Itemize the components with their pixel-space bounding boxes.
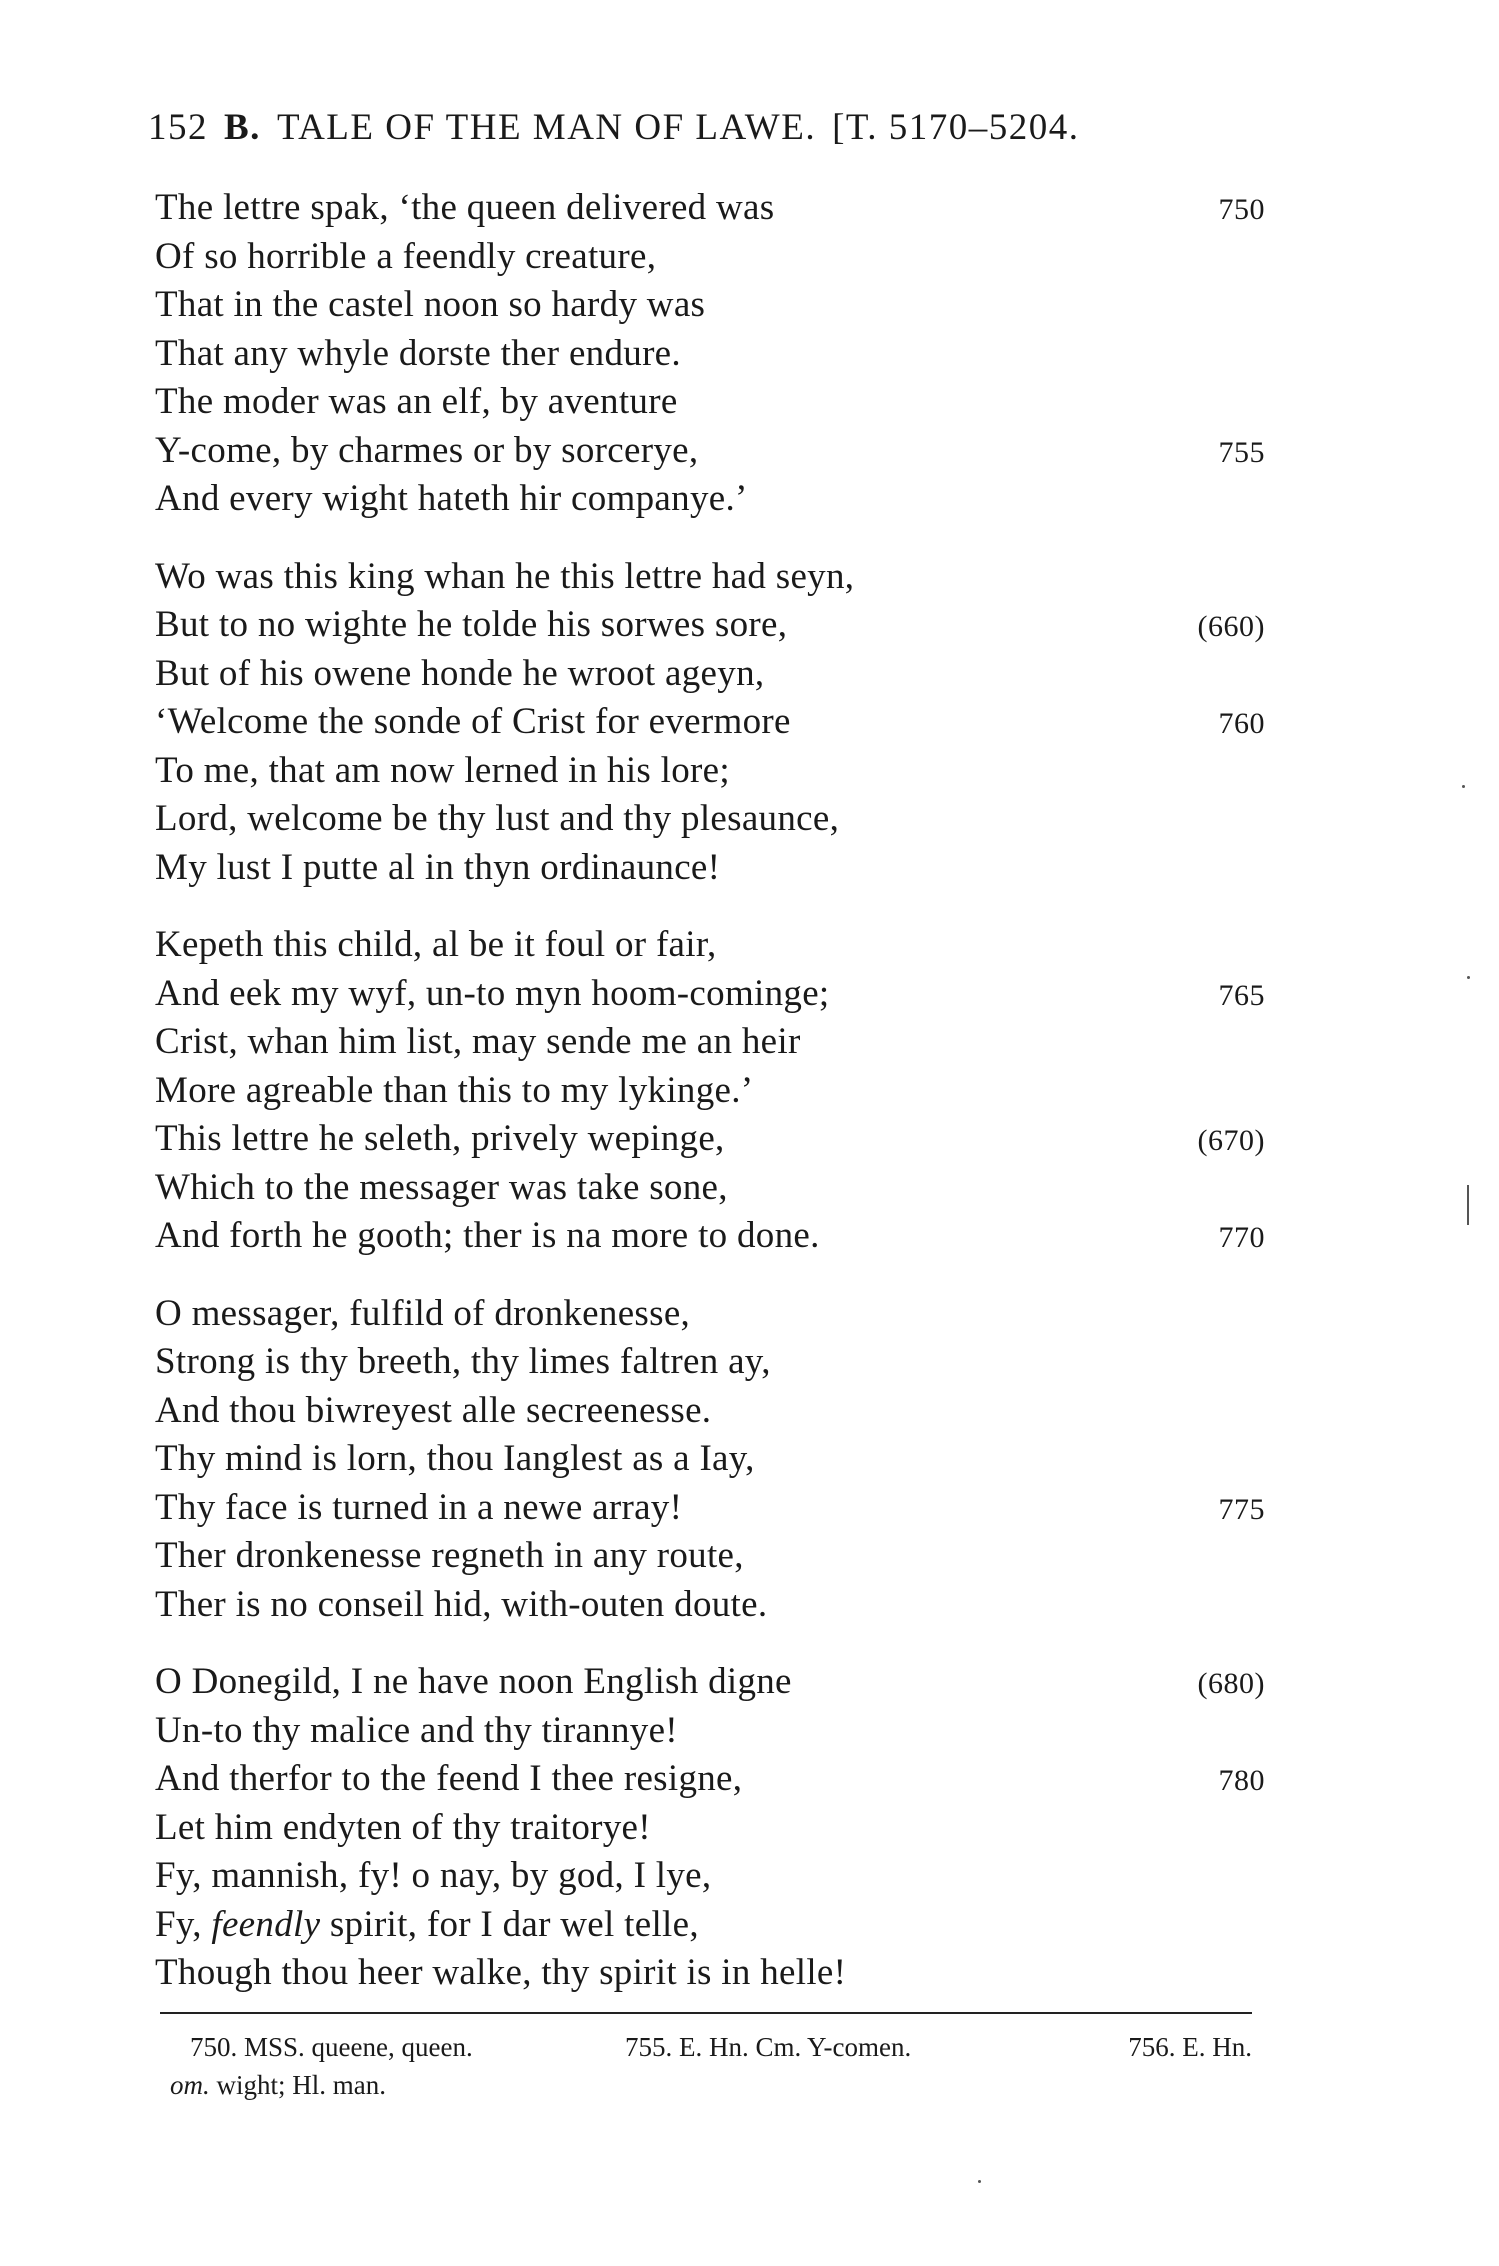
footnote-750: 750. MSS. queene, queen. — [190, 2032, 473, 2062]
verse-line — [155, 427, 1265, 476]
footnote-755: 755. E. Hn. Cm. Y-comen. — [625, 2032, 912, 2062]
footnote-756: 756. E. Hn. — [1128, 2032, 1252, 2062]
verse-line — [155, 1212, 1265, 1261]
verse-line — [155, 1852, 1265, 1901]
line-number: (680) — [1197, 1667, 1265, 1700]
verse-line — [155, 1658, 1265, 1707]
stanza — [155, 553, 1265, 893]
line-number: 755 — [1218, 435, 1265, 469]
verse-line — [155, 1290, 1265, 1339]
verse-line — [155, 1707, 1265, 1756]
line-number: 780 — [1218, 1764, 1265, 1797]
running-head — [148, 106, 1258, 149]
page-number: 152 — [148, 107, 208, 148]
verse-line — [155, 1067, 1265, 1116]
verse-text: Of so horrible a feendly creature, — [155, 235, 657, 277]
verse-text: Fy, mannish, fy! o nay, by god, I lye, — [155, 1855, 712, 1896]
verse-text: The moder was an elf, by aventure — [155, 381, 678, 422]
section-letter: B. — [224, 107, 261, 148]
verse-text: My lust I putte al in thyn ordinaunce! — [155, 846, 721, 888]
stanza — [155, 1290, 1265, 1630]
verse-text: And forth he gooth; ther is na more to done. — [155, 1215, 820, 1256]
verse-line — [155, 184, 1265, 233]
line-number: 760 — [1218, 707, 1265, 740]
footnote-756-om: om. — [170, 2070, 210, 2100]
footnotes — [160, 2028, 1252, 2104]
verse-text: But to no wighte he tolde his sorwes sore, — [155, 604, 788, 645]
stanza — [155, 1658, 1265, 1998]
verse-text: More agreable than this to my lykinge.’ — [155, 1069, 754, 1111]
verse-line — [155, 1484, 1265, 1533]
scan-speck — [1467, 976, 1470, 979]
stanza — [155, 921, 1265, 1261]
verse-line — [155, 1532, 1265, 1581]
scan-speck — [1467, 1185, 1469, 1225]
verse-text: Kepeth this child, al be it foul or fair, — [155, 924, 717, 965]
italic-word: feendly — [211, 1903, 321, 1945]
verse-line — [155, 1435, 1265, 1484]
verse-line — [155, 698, 1265, 747]
verse-text: Crist, whan him list, may sende me an heir — [155, 1021, 801, 1062]
verse-line — [155, 1949, 1265, 1998]
verse-text: Thy face is turned in a newe array! — [155, 1486, 683, 1528]
verse-line — [155, 330, 1265, 379]
verse-text: But of his owene honde he wroot ageyn, — [155, 652, 765, 694]
footnote-rule — [160, 2012, 1252, 2014]
verse-line — [155, 378, 1265, 427]
line-number: (660) — [1197, 610, 1265, 643]
verse-text: And eek my wyf, un-to myn hoom-cominge; — [155, 972, 830, 1014]
running-title: TALE OF THE MAN OF LAWE. — [276, 107, 817, 148]
verse-line — [155, 281, 1265, 330]
verse-text: Which to the messager was take sone, — [155, 1166, 728, 1208]
verse-line — [155, 1164, 1265, 1213]
verse-line — [155, 921, 1265, 970]
verse-text: Lord, welcome be thy lust and thy plesaunce, — [155, 798, 840, 839]
poem-text — [155, 184, 1265, 2027]
verse-text: This lettre he seleth, prively wepinge, — [155, 1118, 725, 1159]
footnote-row — [160, 2028, 1252, 2066]
verse-text: O messager, fulfild of dronkenesse, — [155, 1292, 691, 1334]
verse-text: Un-to thy malice and thy tirannye! — [155, 1709, 678, 1751]
verse-line — [155, 844, 1265, 893]
verse-line — [155, 1018, 1265, 1067]
verse-text: Fy, feendly spirit, for I dar wel telle, — [155, 1903, 699, 1945]
scan-speck — [978, 2180, 981, 2183]
line-number: 765 — [1218, 978, 1265, 1012]
verse-text: To me, that am now lerned in his lore; — [155, 749, 730, 791]
line-reference: [T. 5170–5204. — [832, 107, 1080, 148]
verse-line — [155, 747, 1265, 796]
verse-line — [155, 1581, 1265, 1630]
footnote-row — [160, 2066, 1252, 2104]
line-number: 775 — [1218, 1492, 1265, 1526]
verse-line — [155, 970, 1265, 1019]
verse-text: That any whyle dorste ther endure. — [155, 332, 681, 374]
verse-text: Ther dronkenesse regneth in any route, — [155, 1535, 744, 1576]
verse-text: And every wight hateth hir companye.’ — [155, 478, 748, 519]
verse-text: And therfor to the feend I thee resigne, — [155, 1758, 743, 1799]
verse-text: Ther is no conseil hid, with-outen doute. — [155, 1583, 768, 1625]
verse-line — [155, 1338, 1265, 1387]
scan-speck — [1462, 785, 1465, 788]
verse-line — [155, 1755, 1265, 1804]
verse-line — [155, 1115, 1265, 1164]
verse-line — [155, 795, 1265, 844]
verse-line — [155, 475, 1265, 524]
verse-text: That in the castel noon so hardy was — [155, 284, 706, 325]
verse-line — [155, 601, 1265, 650]
verse-line — [155, 233, 1265, 282]
verse-text: And thou biwreyest alle secreenesse. — [155, 1389, 712, 1431]
verse-line — [155, 1387, 1265, 1436]
verse-text: Let him endyten of thy traitorye! — [155, 1806, 651, 1848]
verse-text: ‘Welcome the sonde of Crist for evermore — [155, 701, 791, 742]
line-number: 770 — [1218, 1221, 1265, 1254]
verse-line — [155, 1804, 1265, 1853]
verse-line — [155, 553, 1265, 602]
verse-text: O Donegild, I ne have noon English digne — [155, 1661, 792, 1702]
verse-text: Thy mind is lorn, thou Ianglest as a Iay, — [155, 1438, 755, 1479]
footnote-756-rest: wight; Hl. man. — [216, 2070, 386, 2100]
verse-text: Though thou heer walke, thy spirit is in helle! — [155, 1952, 847, 1993]
stanza — [155, 184, 1265, 524]
verse-text: Wo was this king whan he this lettre had seyn, — [155, 555, 855, 597]
verse-line — [155, 1901, 1265, 1950]
line-number: 750 — [1218, 193, 1265, 226]
verse-text: Y-come, by charmes or by sorcerye, — [155, 429, 699, 471]
verse-text: The lettre spak, ‘the queen delivered was — [155, 187, 775, 228]
verse-text: Strong is thy breeth, thy limes faltren ay, — [155, 1341, 771, 1382]
verse-line — [155, 650, 1265, 699]
line-number: (670) — [1197, 1124, 1265, 1157]
